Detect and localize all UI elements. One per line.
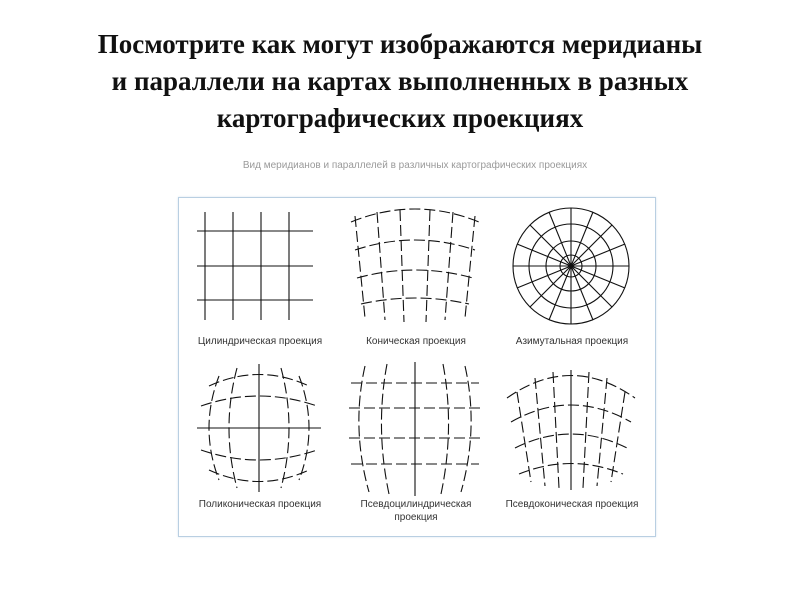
parallel xyxy=(355,240,475,250)
label-line: Поликоническая проекция xyxy=(198,499,322,510)
meridian xyxy=(517,392,531,482)
meridian xyxy=(445,212,453,320)
label-line: Азимутальная проекция xyxy=(515,336,629,347)
meridian xyxy=(583,372,589,488)
conic-projection-label xyxy=(337,335,495,348)
parallel xyxy=(351,209,479,222)
figure-caption: Вид меридианов и параллелей в различных картографических проекциях xyxy=(242,160,588,171)
meridian xyxy=(553,372,559,488)
cylindrical-projection-label xyxy=(181,335,339,348)
pseudocylindrical-projection-label xyxy=(337,498,495,524)
meridian xyxy=(535,378,545,486)
parallel xyxy=(361,298,469,304)
meridian xyxy=(355,216,365,318)
conic-projection-diagram xyxy=(351,209,479,322)
meridian xyxy=(359,366,369,492)
slide-title-line: и параллели на картах выполненных в разных xyxy=(111,66,689,96)
slide-title-line: картографических проекциях xyxy=(216,103,584,133)
meridian xyxy=(426,210,430,322)
label-line: Псевдоконическая проекция xyxy=(505,499,639,510)
meridian xyxy=(465,216,475,318)
slide-title xyxy=(40,26,760,137)
pseudoconic-projection-label xyxy=(493,498,651,511)
label-line: Цилиндрическая проекция xyxy=(197,336,323,347)
label-line: проекция xyxy=(394,512,438,523)
meridian xyxy=(597,378,607,486)
meridian xyxy=(461,366,471,492)
pseudoconic-projection-diagram xyxy=(507,370,635,490)
label-line: Коническая проекция xyxy=(366,336,466,347)
meridian xyxy=(400,210,404,322)
meridian xyxy=(377,212,385,320)
azimuthal-projection-label xyxy=(493,335,651,348)
slide-title-line: Посмотрите как могут изображаются меридианы xyxy=(97,29,703,59)
pseudocylindrical-projection-diagram xyxy=(349,362,481,496)
projections-diagram xyxy=(179,198,655,536)
azimuthal-projection-diagram xyxy=(513,208,629,324)
cylindrical-projection-diagram xyxy=(197,212,313,320)
polyconic-projection-diagram xyxy=(197,364,321,492)
meridian xyxy=(611,392,625,482)
parallel xyxy=(357,270,473,278)
polyconic-projection-label xyxy=(181,498,339,511)
projections-panel xyxy=(178,197,656,537)
label-line: Псевдоцилиндрическая xyxy=(360,499,472,510)
